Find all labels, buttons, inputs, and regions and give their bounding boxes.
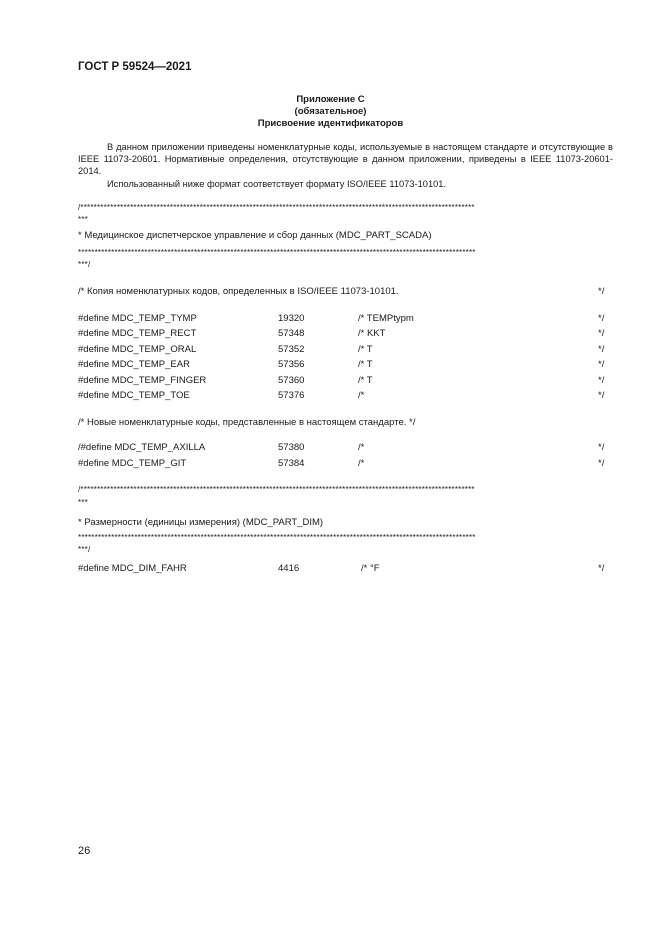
define-comment: /* — [358, 458, 365, 469]
define-comment: /* T — [358, 359, 373, 370]
define-value: 57356 — [278, 359, 305, 370]
define-value: 4416 — [278, 563, 300, 574]
define-value: 57380 — [278, 442, 305, 453]
define-comment: /* TEMPtypm — [358, 313, 414, 324]
define-value: 57348 — [278, 328, 305, 339]
define-end: */ — [598, 375, 605, 386]
define-value: 57376 — [278, 390, 305, 401]
comment-stars-line: ************************************************************************************************************************ — [78, 248, 476, 257]
define-name: #define MDC_TEMP_TOE — [78, 390, 190, 401]
intro-paragraph-1: В данном приложении приведены номенклатурные коды, используемые в настоящем стандарте и отсутствующие в IEEE 11073-20601. Нормативные определения, отсутствующие в данном приложении, приведены в IEEE 11073-20601-2014. — [78, 142, 613, 176]
comment-stars-tail: *** — [78, 498, 88, 507]
define-end: */ — [598, 328, 605, 339]
define-comment: /* T — [358, 375, 373, 386]
define-comment: /* T — [358, 344, 373, 355]
define-value: 57352 — [278, 344, 305, 355]
standard-header: ГОСТ Р 59524—2021 — [78, 61, 192, 73]
page-number: 26 — [78, 845, 91, 857]
define-name: #define MDC_TEMP_FINGER — [78, 375, 207, 386]
define-end: */ — [598, 563, 605, 574]
comment-stars-tail: *** — [78, 215, 88, 224]
define-end: */ — [598, 313, 605, 324]
intro-paragraph-2: Использованный ниже формат соответствует формату ISO/IEEE 11073-10101. — [107, 179, 447, 189]
define-name: #define MDC_TEMP_TYMP — [78, 313, 197, 324]
define-end: */ — [598, 344, 605, 355]
appendix-title: Приложение С — [296, 94, 365, 105]
define-end: */ — [598, 359, 605, 370]
appendix-name: Присвоение идентификаторов — [257, 118, 404, 129]
dim-comment: * Размерности (единицы измерения) (MDC_PART_DIM) — [78, 517, 324, 528]
define-name: #define MDC_TEMP_RECT — [78, 328, 197, 339]
comment-stars-open: /*********************************************************************************************************************** — [78, 485, 475, 494]
define-name: #define MDC_TEMP_EAR — [78, 359, 190, 370]
comment-stars-line: ************************************************************************************************************************ — [78, 533, 476, 542]
appendix-status: (обязательное) — [294, 106, 367, 117]
comment-stars-open: /*********************************************************************************************************************** — [78, 203, 475, 212]
scada-comment: * Медицинское диспетчерское управление и сбор данных (MDC_PART_SCADA) — [78, 230, 432, 241]
define-value: 57384 — [278, 458, 305, 469]
define-value: 57360 — [278, 375, 305, 386]
define-value: 19320 — [278, 313, 305, 324]
define-comment: /* — [358, 442, 365, 453]
comment-stars-close: ***/ — [78, 260, 91, 269]
define-name: #define MDC_DIM_FAHR — [78, 563, 187, 574]
define-end: */ — [598, 442, 605, 453]
new-codes-comment: /* Новые номенклатурные коды, представленные в настоящем стандарте. */ — [78, 417, 416, 428]
define-comment: /* °F — [361, 563, 380, 574]
define-name: /#define MDC_TEMP_AXILLA — [78, 442, 206, 453]
define-comment: /* — [358, 390, 365, 401]
define-comment: /* KKT — [358, 328, 386, 339]
copy-comment: /* Копия номенклатурных кодов, определенных в ISO/IEEE 11073-10101. — [78, 286, 399, 297]
define-end: */ — [598, 390, 605, 401]
define-name: #define MDC_TEMP_GIT — [78, 458, 187, 469]
copy-comment-end: */ — [598, 286, 605, 297]
define-end: */ — [598, 458, 605, 469]
comment-stars-close: ***/ — [78, 545, 91, 554]
define-name: #define MDC_TEMP_ORAL — [78, 344, 197, 355]
